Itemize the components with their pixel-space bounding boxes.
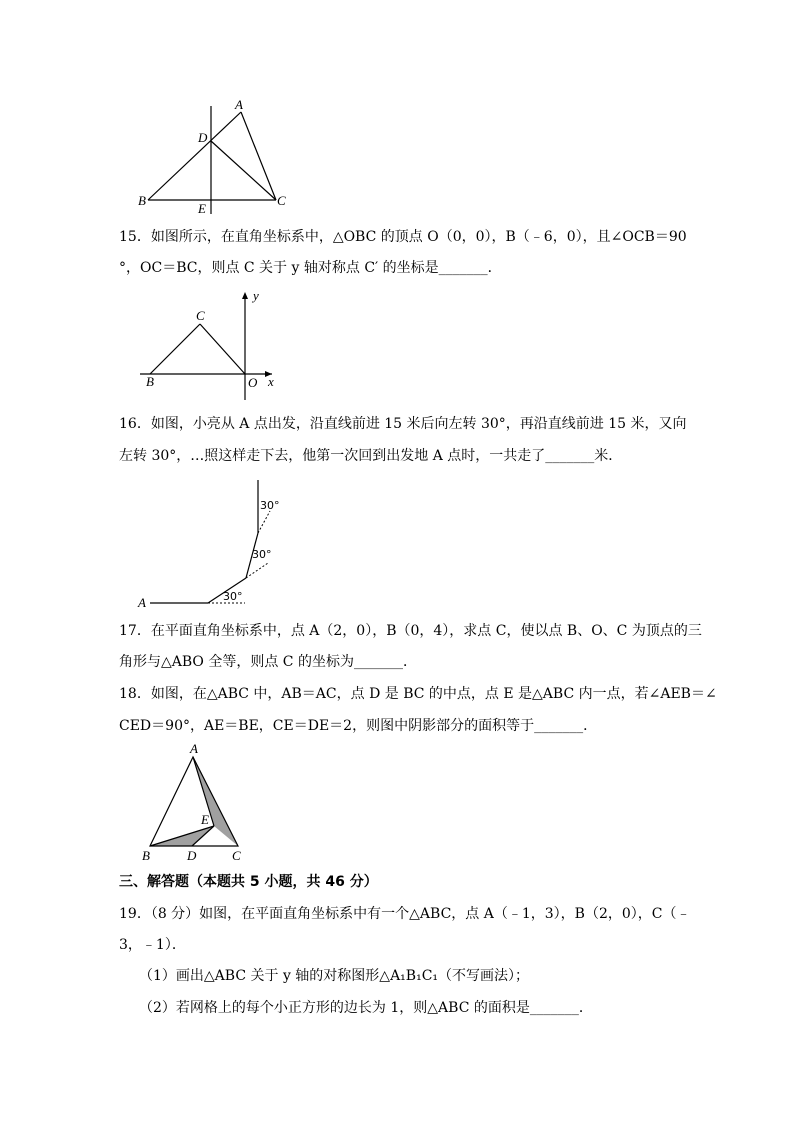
q15-text-line2: °，OC＝BC，则点 C 关于 y 轴对称点 C′ 的坐标是_______． — [119, 260, 502, 276]
q18-text-line1: 18．如图，在△ABC 中，AB＝AC，点 D 是 BC 的中点，点 E 是△ABC 内一点，若∠AEB＝∠ — [119, 686, 717, 702]
q17-text-line1: 17．在平面直角坐标系中，点 A（2，0），B（0，4），求点 C，使以点 B、O、C 为顶点的三 — [119, 623, 702, 639]
q19-text-line2: 3，﹣1）． — [119, 937, 186, 953]
label-E: E — [201, 812, 209, 827]
label-B: B — [142, 848, 150, 863]
q16-text-line2: 左转 30°，…照这样走下去，他第一次回到出发地 A 点时，一共走了_______米． — [119, 448, 623, 464]
q19-part2: （2）若网格上的每个小正方形的边长为 1，则△ABC 的面积是_______． — [139, 1000, 593, 1016]
label-A: A — [138, 595, 146, 610]
angle-label-2: 30° — [252, 548, 272, 561]
section-heading: 三、解答题（本题共 5 小题，共 46 分） — [119, 874, 378, 890]
label-E: E — [198, 201, 206, 216]
label-C: C — [232, 848, 241, 863]
label-O: O — [248, 375, 258, 390]
label-x: x — [268, 374, 274, 389]
label-B: B — [146, 374, 154, 389]
label-D: D — [187, 848, 197, 863]
label-B: B — [138, 193, 146, 208]
angle-label-3: 30° — [260, 499, 280, 512]
label-C: C — [196, 308, 205, 323]
label-C: C — [277, 193, 286, 208]
label-D: D — [198, 130, 208, 145]
q19-part1: （1）画出△ABC 关于 y 轴的对称图形△A₁B₁C₁（不写画法）； — [139, 968, 530, 984]
q17-text-line2: 角形与△ABO 全等，则点 C 的坐标为_______． — [119, 654, 417, 670]
label-A: A — [190, 741, 198, 756]
angle-label-1: 30° — [223, 590, 243, 603]
label-A: A — [235, 97, 243, 112]
label-y: y — [253, 288, 259, 303]
q15-text-line1: 15．如图所示，在直角坐标系中，△OBC 的顶点 O（0，0），B（﹣6，0），且∠OCB＝90 — [119, 229, 687, 245]
q16-text-line1: 16．如图，小亮从 A 点出发，沿直线前进 15 米后向左转 30°，再沿直线前进 15 米，又向 — [119, 416, 687, 432]
q19-text-line1: 19．（8 分）如图，在平面直角坐标系中有一个△ABC，点 A（﹣1，3），B（2，0），C（﹣ — [119, 906, 691, 922]
q18-text-line2: CED＝90°，AE＝BE，CE＝DE＝2，则图中阴影部分的面积等于_______． — [119, 718, 598, 734]
